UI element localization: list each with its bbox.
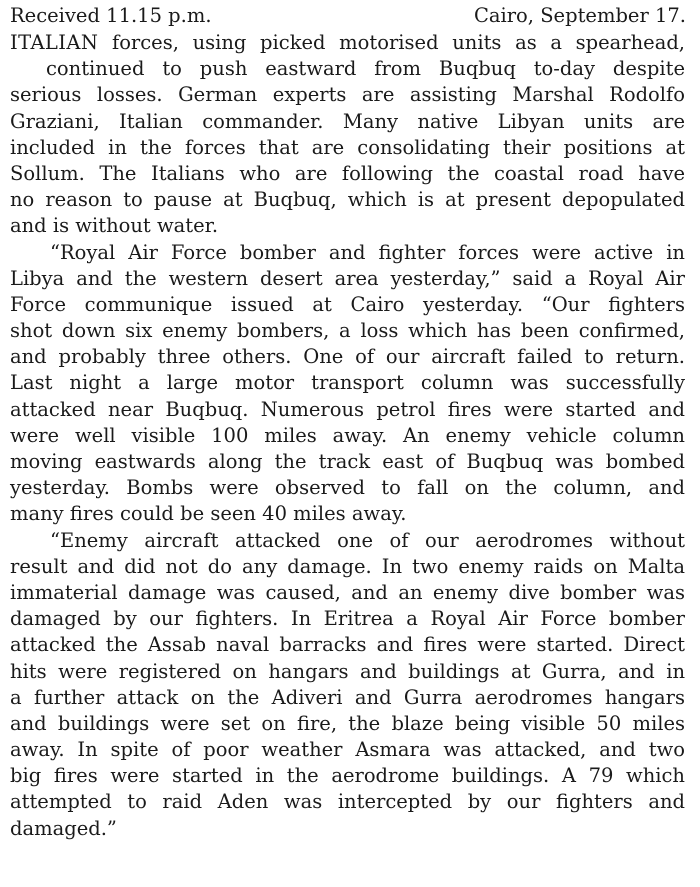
article-body <box>10 30 685 842</box>
article-line: moving eastwards along the track east of Buqbuq was bombed <box>10 450 685 473</box>
article-line: serious losses. German experts are assisting Marshal Rodolfo <box>10 83 685 107</box>
article-line: “Enemy aircraft attacked one of our aerodromes without <box>50 528 685 552</box>
article-line: away. In spite of poor weather Asmara was attacked, and two <box>10 738 685 762</box>
article-line: result and did not do any damage. In two enemy raids on Malta <box>10 554 685 578</box>
article-line: Last night a large motor transport column was successfully <box>10 371 685 395</box>
article-line: continued to push eastward from Buqbuq to-day despite <box>46 57 685 81</box>
article-line: Graziani, Italian commander. Many native Libyan units are <box>10 109 685 133</box>
article-line: many fires could be seen 40 miles away. <box>10 502 407 526</box>
article-line: included in the forces that are consolidating their positions at <box>10 135 685 159</box>
article-line: and probably three others. One of our aircraft failed to return. <box>10 345 685 369</box>
article-line: yesterday. Bombs were observed to fall on the column, and <box>10 476 685 500</box>
article-line: attacked the Assab naval barracks and fires were started. Direct <box>10 633 685 657</box>
article-line: “Royal Air Force bomber and fighter forces were active in <box>50 240 685 264</box>
place-and-date: Cairo, September 17. <box>473 4 686 27</box>
paragraph-1 <box>10 30 685 240</box>
paragraph-3 <box>10 528 685 842</box>
article-line: damaged.” <box>10 816 117 840</box>
paragraph-2 <box>10 240 685 528</box>
article-line: attempted to raid Aden was intercepted by our fighters and <box>10 790 685 814</box>
article-line: and is without water. <box>10 214 219 238</box>
article-line: shot down six enemy bombers, a loss which has been confirmed, <box>10 319 685 343</box>
article-line: Force communique issued at Cairo yesterday. “Our fighters <box>10 292 685 316</box>
article-line: Sollum. The Italians who are following the coastal road have <box>10 161 685 185</box>
article-line: damaged by our fighters. In Eritrea a Royal Air Force bomber <box>10 607 685 631</box>
article-line: big fires were started in the aerodrome buildings. A 79 which <box>10 764 685 788</box>
article-line: immaterial damage was caused, and an enemy dive bomber was <box>10 580 685 604</box>
article-line: Libya and the western desert area yesterday,” said a Royal Air <box>10 266 685 290</box>
article-line: no reason to pause at Buqbuq, which is at present depopulated <box>10 188 685 212</box>
article-line: a further attack on the Adiveri and Gurra aerodromes hangars <box>10 685 685 709</box>
received-time: Received 11.15 p.m. <box>10 4 212 27</box>
lead-line-text: forces, using picked motorised units as a spearhead, <box>98 31 685 54</box>
dateline <box>10 4 686 28</box>
article-line: and buildings were set on fire, the blaze being visible 50 miles <box>10 711 685 735</box>
article-line: hits were registered on hangars and buildings at Gurra, and in <box>10 659 685 683</box>
lead-caps: ITALIAN <box>10 31 99 54</box>
article-line: were well visible 100 miles away. An enemy vehicle column <box>10 423 685 447</box>
article-line: attacked near Buqbuq. Numerous petrol fires were started and <box>10 397 685 421</box>
article-line <box>10 30 685 56</box>
